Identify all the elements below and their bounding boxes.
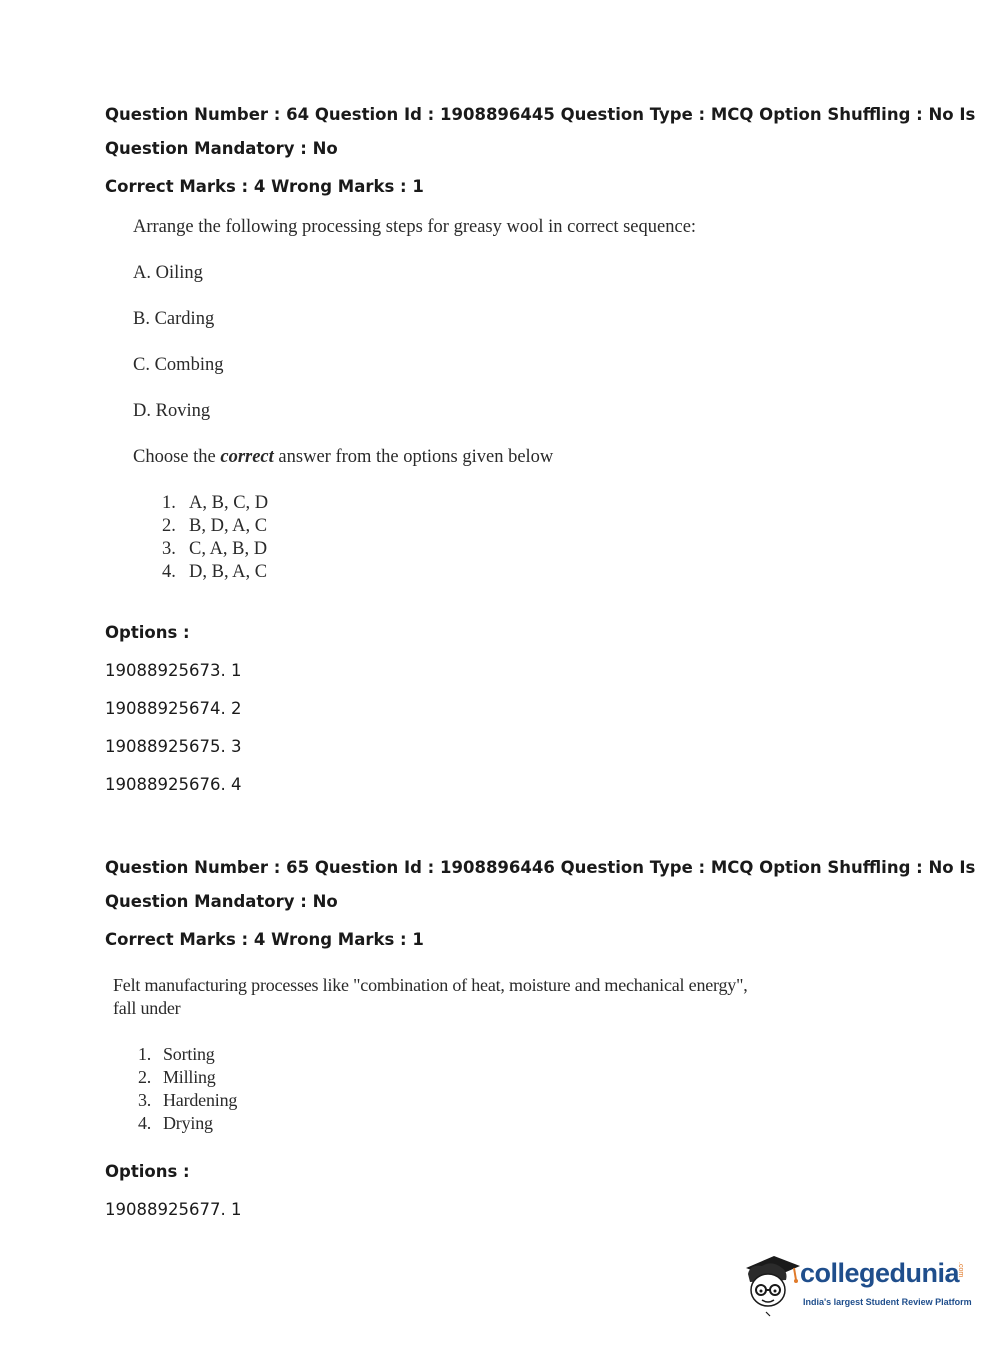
q64-header-line2: Question Mandatory : No bbox=[105, 139, 338, 158]
q65-choice-2-num: 2. bbox=[138, 1067, 152, 1087]
q64-choice-1-text: A, B, C, D bbox=[189, 493, 269, 513]
q64-choice-1 bbox=[162, 492, 268, 514]
q64-option-4: 19088925676. 4 bbox=[105, 775, 242, 794]
q64-choice-3 bbox=[162, 538, 267, 560]
q64-choice-2 bbox=[162, 515, 267, 537]
q65-header-line1: Question Number : 65 Question Id : 1908896446 Question Type : MCQ Option Shuffling : No Is bbox=[105, 858, 976, 877]
q64-choose-instruction bbox=[133, 446, 553, 468]
q65-choice-4-text: Drying bbox=[163, 1113, 213, 1133]
q64-option-3: 19088925675. 3 bbox=[105, 737, 242, 756]
q65-options-label: Options : bbox=[105, 1162, 190, 1181]
logo-tagline: India's largest Student Review Platform bbox=[803, 1297, 972, 1307]
q65-choice-4-num: 4. bbox=[138, 1113, 152, 1133]
q65-question-stem-line1: Felt manufacturing processes like "combination of heat, moisture and mechanical energy", bbox=[113, 975, 748, 995]
q65-choice-2-text: Milling bbox=[163, 1067, 216, 1087]
q64-step-d: D. Roving bbox=[133, 401, 211, 421]
q64-options-label: Options : bbox=[105, 623, 190, 642]
q64-choice-2-num: 2. bbox=[162, 516, 176, 536]
q65-option-1: 19088925677. 1 bbox=[105, 1200, 242, 1219]
q64-choose-suffix: answer from the options given below bbox=[273, 447, 554, 467]
q65-choice-3-num: 3. bbox=[138, 1090, 152, 1110]
logo-brand-text: collegedunia bbox=[800, 1258, 960, 1288]
q64-choose-emphasis: correct bbox=[220, 447, 274, 467]
q64-marks: Correct Marks : 4 Wrong Marks : 1 bbox=[105, 177, 424, 196]
q64-step-c: C. Combing bbox=[133, 355, 224, 375]
q65-choice-1-num: 1. bbox=[138, 1044, 152, 1064]
q65-choice-1-text: Sorting bbox=[163, 1044, 215, 1064]
q64-choice-1-num: 1. bbox=[162, 493, 176, 513]
q65-choice-3 bbox=[138, 1089, 237, 1111]
q64-choice-4 bbox=[162, 561, 267, 583]
q64-choose-prefix: Choose the bbox=[133, 447, 221, 467]
q65-choice-1 bbox=[138, 1043, 215, 1065]
q64-step-b: B. Carding bbox=[133, 309, 215, 329]
logo-dotcom-text: .com bbox=[957, 1262, 964, 1278]
q64-option-2: 19088925674. 2 bbox=[105, 699, 242, 718]
collegedunia-logo bbox=[742, 1250, 972, 1320]
q64-choice-4-num: 4. bbox=[162, 562, 176, 582]
q64-option-1: 19088925673. 1 bbox=[105, 661, 242, 680]
q64-header-line1: Question Number : 64 Question Id : 1908896445 Question Type : MCQ Option Shuffling : No Is bbox=[105, 105, 976, 124]
student-mascot-icon bbox=[742, 1250, 802, 1320]
q65-question-stem-line2: fall under bbox=[113, 998, 181, 1018]
q64-question-stem: Arrange the following processing steps for greasy wool in correct sequence: bbox=[133, 217, 697, 237]
q64-step-a: A. Oiling bbox=[133, 263, 203, 283]
q65-marks: Correct Marks : 4 Wrong Marks : 1 bbox=[105, 930, 424, 949]
q65-choice-3-text: Hardening bbox=[163, 1090, 238, 1110]
q64-choice-3-text: C, A, B, D bbox=[189, 539, 268, 559]
q65-header-line2: Question Mandatory : No bbox=[105, 892, 338, 911]
q65-choice-2 bbox=[138, 1066, 216, 1088]
q64-choice-3-num: 3. bbox=[162, 539, 176, 559]
q64-choice-4-text: D, B, A, C bbox=[189, 562, 268, 582]
q65-choice-4 bbox=[138, 1112, 213, 1134]
q64-choice-2-text: B, D, A, C bbox=[189, 516, 268, 536]
